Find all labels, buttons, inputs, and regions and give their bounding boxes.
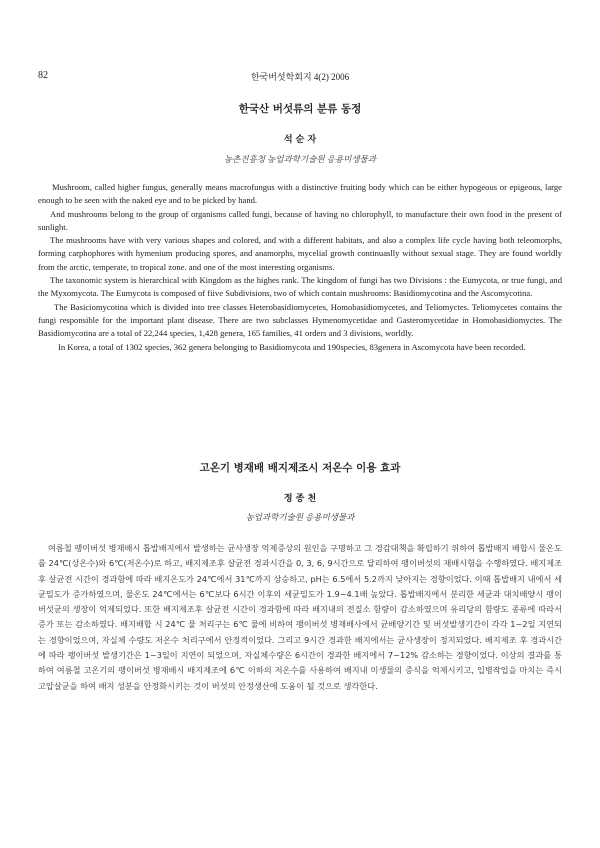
page-header: [38, 70, 562, 84]
article1-title: 한국산 버섯류의 분류 동정: [238, 103, 362, 115]
article1-affiliation-block: [38, 153, 562, 165]
article2-affiliation: 농업과학기술원 응용미생물과: [245, 512, 355, 522]
page-number: 82: [38, 70, 48, 81]
article1-title-block: [38, 101, 562, 116]
article1-paragraph: And mushrooms belong to the group of organisms called fungi, because of having no chlorophyll, to manufacture their own food in the present of sunlight.: [38, 208, 562, 232]
article1-author-block: [38, 132, 562, 145]
article1-paragraph: In Korea, a total of 1302 species, 362 genera belonging to Basidiomycota and 190species, 83genera in Ascomycota have been recorded.: [58, 341, 526, 352]
article2-title-block: [38, 460, 562, 475]
article1-paragraph: Mushroom, called higher fungus, generally means macrofungus with a distinctive fruiting body which can be either hypogeous or epigeous, large enough to be seen with the naked eye and to be picked by hand.: [38, 182, 562, 206]
article2-author: 정 종 천: [283, 494, 317, 504]
running-title: 한국버섯학회지 4(2) 2006: [250, 72, 350, 82]
article1-paragraph: The taxonomic system is hierarchical with Kingdom as the highes rank. The kingdom of fungi has two Divisions : the Eumycota, or true fungi, and the Myxomycota. The Eumycota is composed of fiive Subdivisions, two of which contain mushrooms: Basidiomycotina and the Ascomycotina.: [38, 275, 562, 299]
article2-affiliation-block: [38, 511, 562, 523]
article2-author-block: [38, 491, 562, 504]
article2-title: 고온기 병재배 배지제조시 저온수 이용 효과: [199, 462, 401, 474]
article1-paragraph: The mushrooms have with very various shapes and colored, and with a different habitats, and also a complex life cycle having both teleomorphs, forming carphophores with hymenium producing spores, and anamorphs, mycelial growth continuaslly without sexual stage. They are found worldly from the arctic, temperate, to tropical zone. and one of the most interesting organisms.: [38, 235, 562, 272]
article2-abstract: [38, 541, 562, 694]
article1-author: 석 순 자: [283, 135, 317, 145]
article2-paragraph: 여름철 팽이버섯 병재배시 톱밥배지에서 발생하는 균사생장 억제증상의 원인을 구명하고 그 경감대책을 확립하기 위하여 톱밥배지 배합시 물온도를 24℃(상온수)와 6℃(저온수)로 하고, 배지제조후 살균전 경과시간을 0, 3, 6, 9시간으로 달리하여 팽이버섯의 재배시험을 수행하였다. 배지제조 후 살균전 시간이 경과함에 따라 배지온도가 24℃에서 31℃까지 상승하고, pH는 6.5에서 5.2까지 낮아지는 경향이었다. 이때 톱밥배지 내에서 세균밀도가 증가하였으며, 물온도 24℃에서는 6℃보다 6시간 이후의 세균밀도가 1.9~4.1배 높았다. 톱밥배지에서 분리한 세균과 대치배양시 팽이버섯균의 생장이 억제되었다. 또한 배지제조후 살균전 시간이 경과함에 따라 배지내의 전질소 함량이 감소하였으며 유리당의 함량도 종류에 따라서 증가 또는 감소하였다. 배지배합 시 24℃ 물 처리구는 6℃ 물에 비하여 팽이버섯 병재배사에서 균배양기간 및 버섯발생기간이 각각 1~2일 지연되는 경향이었으며, 자실체 수량도 저온수 처리구에서 안정적이었다. 그리고 9시간 경과한 배지에서는 균사생장이 정지되었다. 배지제조 후 경과시간에 따라 팽이버섯 발생기간은 1~3일이 지연이 되었으며, 자실체수량은 6시간이 경과한 배지에서 7~12% 감소하는 경향이었다. 이상의 결과를 통하여 여름철 고온기의 팽이버섯 병재배시 배지제조에 6℃ 이하의 저온수를 사용하여 배지내 미생물의 증식을 억제시키고, 입병작업을 마치는 즉시 고압살균을 하여 배지 성분을 안정화시키는 것이 버섯의 안정생산에 도움이 될 것으로 생각한다.: [38, 543, 562, 691]
article1-abstract: [38, 181, 562, 354]
article1-affiliation: 농촌진흥청 농업과학기술원 응용미생물과: [223, 154, 377, 164]
article1-paragraph: The Basiciomycotina which is divided into tree classes Heterobasidiomycetes, Homobasidiomycetes, and Teliomyctes. Teliomycetes contains the fungi responsible for the important plant disease. There are two subclasses Hymenomycetidae and Gasteromycetidae in Homobasidiomyctes. The Basidiomycotina are a total of 22,244 species, 1,428 genera, 165 families, 41 orders and 3 divisions, worldly.: [38, 301, 562, 339]
